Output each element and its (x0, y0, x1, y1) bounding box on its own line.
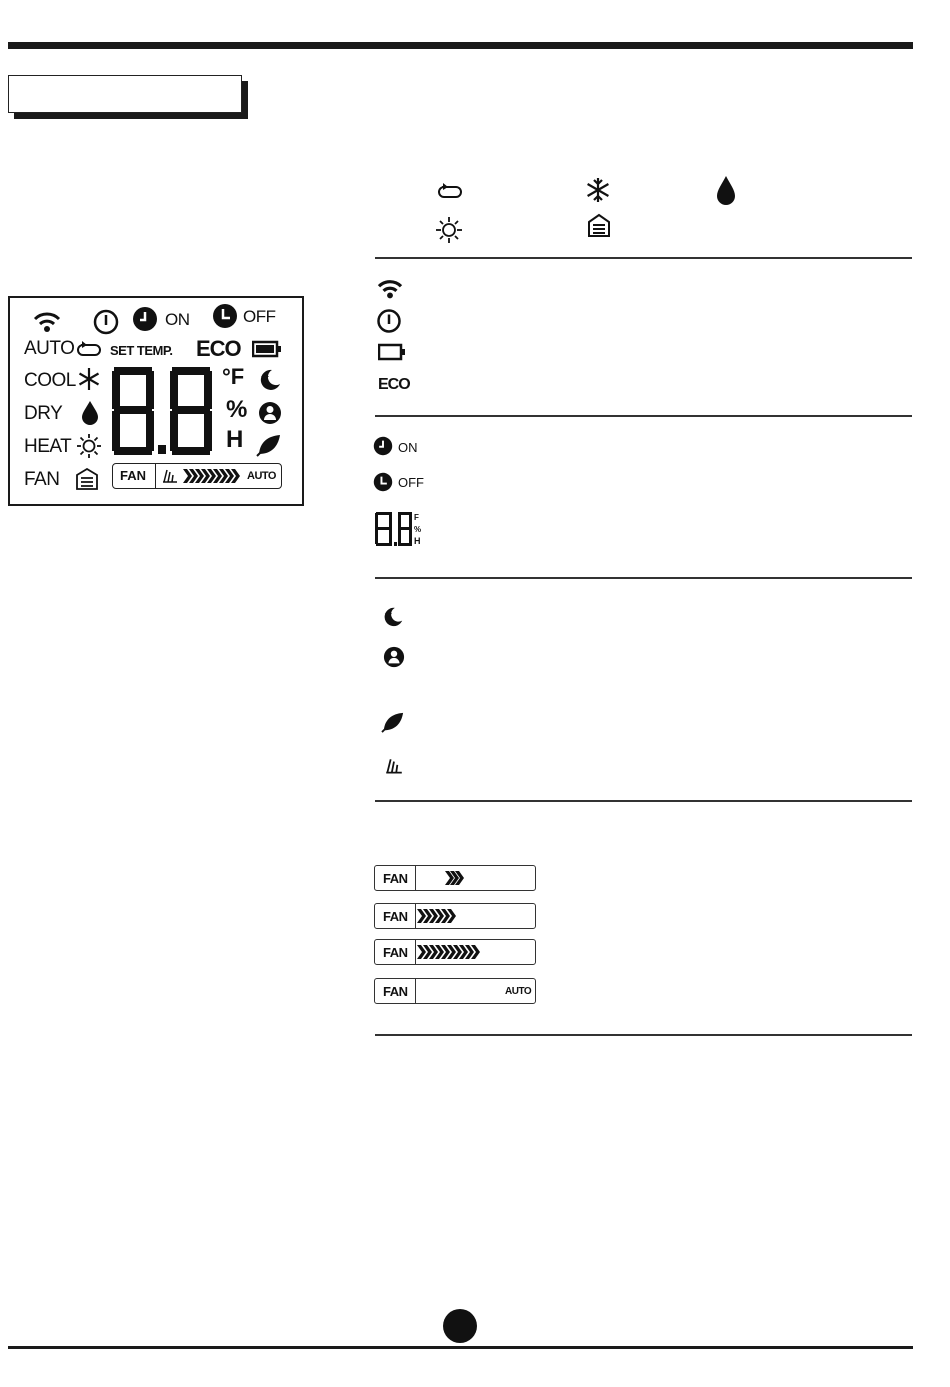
section-divider (375, 415, 912, 417)
snowflake-icon (76, 366, 102, 392)
timer-off-label: OFF (243, 307, 276, 326)
fan-label: FAN (383, 909, 408, 924)
svg-text:F: F (414, 513, 419, 522)
svg-text:H: H (414, 536, 421, 546)
unit-percent-label: % (226, 396, 248, 423)
fan-bar-auto-label: AUTO (247, 470, 276, 482)
section-divider (375, 800, 912, 802)
water-drop-icon (717, 176, 735, 205)
fan-label: FAN (383, 871, 408, 886)
fan-bar-separator (415, 904, 416, 928)
fan-bar-label: FAN (120, 468, 146, 483)
mode-icons-header (430, 172, 750, 244)
swing-icon (384, 756, 404, 776)
fan-house-icon (589, 215, 609, 236)
timer-on-label: ON (165, 310, 190, 329)
mini-digits-icon (375, 511, 423, 547)
fan-speed-auto (374, 978, 536, 1004)
bottom-rule (8, 1346, 913, 1349)
fan-chevrons-high (417, 945, 503, 959)
water-drop-icon (81, 400, 99, 426)
fan-chevrons-low (445, 871, 465, 885)
fan-house-icon (76, 468, 98, 490)
wifi-icon (376, 278, 404, 300)
fan-speed-high (374, 939, 536, 965)
auto-cycle-icon (77, 338, 103, 360)
eco-label: ECO (196, 336, 241, 361)
auto-cycle-icon (439, 183, 461, 197)
timer-on-label: ON (398, 440, 418, 455)
swing-icon (161, 467, 179, 485)
page-number-dot (443, 1309, 477, 1343)
wifi-icon (32, 310, 62, 334)
top-rule (8, 42, 913, 49)
section-divider (375, 257, 912, 259)
fan-speed-chevrons (183, 469, 243, 483)
power-icon (92, 308, 120, 336)
clock-off-icon (212, 303, 238, 329)
svg-text:%: % (414, 525, 422, 534)
timer-off-label: OFF (398, 475, 424, 490)
big-digits-display (110, 365, 225, 457)
fan-chevrons-medium (417, 909, 457, 923)
lcd-fan-bar (112, 463, 282, 489)
fan-label: FAN (383, 945, 408, 960)
sleep-moon-icon (258, 368, 282, 392)
leaf-icon (381, 711, 405, 733)
fan-speed-medium (374, 903, 536, 929)
sun-icon (76, 433, 102, 459)
fan-bar-separator (155, 464, 156, 488)
fan-speed-low (374, 865, 536, 891)
clock-off-icon (373, 472, 393, 492)
sun-icon (436, 217, 462, 243)
leaf-icon (256, 433, 282, 457)
eco-icon: ECO (378, 376, 410, 393)
section-divider (375, 577, 912, 579)
section-divider (375, 1034, 912, 1036)
battery-icon (252, 340, 282, 358)
unit-hours-label: H (226, 426, 244, 453)
clock-on-icon (373, 436, 393, 456)
fan-bar-separator (415, 979, 416, 1003)
mode-fan-label: FAN (24, 469, 60, 490)
section-title-box (8, 75, 242, 113)
unit-f-label: °F (222, 364, 245, 389)
fan-bar-separator (415, 866, 416, 890)
mode-dry-label: DRY (24, 403, 63, 424)
person-icon (258, 401, 282, 425)
lcd-display (8, 296, 304, 506)
mode-auto-label: AUTO (24, 338, 75, 359)
person-icon (383, 646, 405, 668)
mode-heat-label: HEAT (24, 436, 72, 457)
set-temp-label: SET TEMP. (110, 343, 173, 358)
fan-auto-label: AUTO (505, 986, 532, 997)
battery-icon (378, 343, 406, 361)
snowflake-icon (588, 178, 609, 202)
sleep-moon-icon (382, 606, 404, 628)
clock-on-icon (132, 306, 158, 332)
fan-bar-separator (415, 940, 416, 964)
fan-label: FAN (383, 984, 408, 999)
power-icon (376, 308, 402, 334)
mode-cool-label: COOL (24, 370, 76, 391)
